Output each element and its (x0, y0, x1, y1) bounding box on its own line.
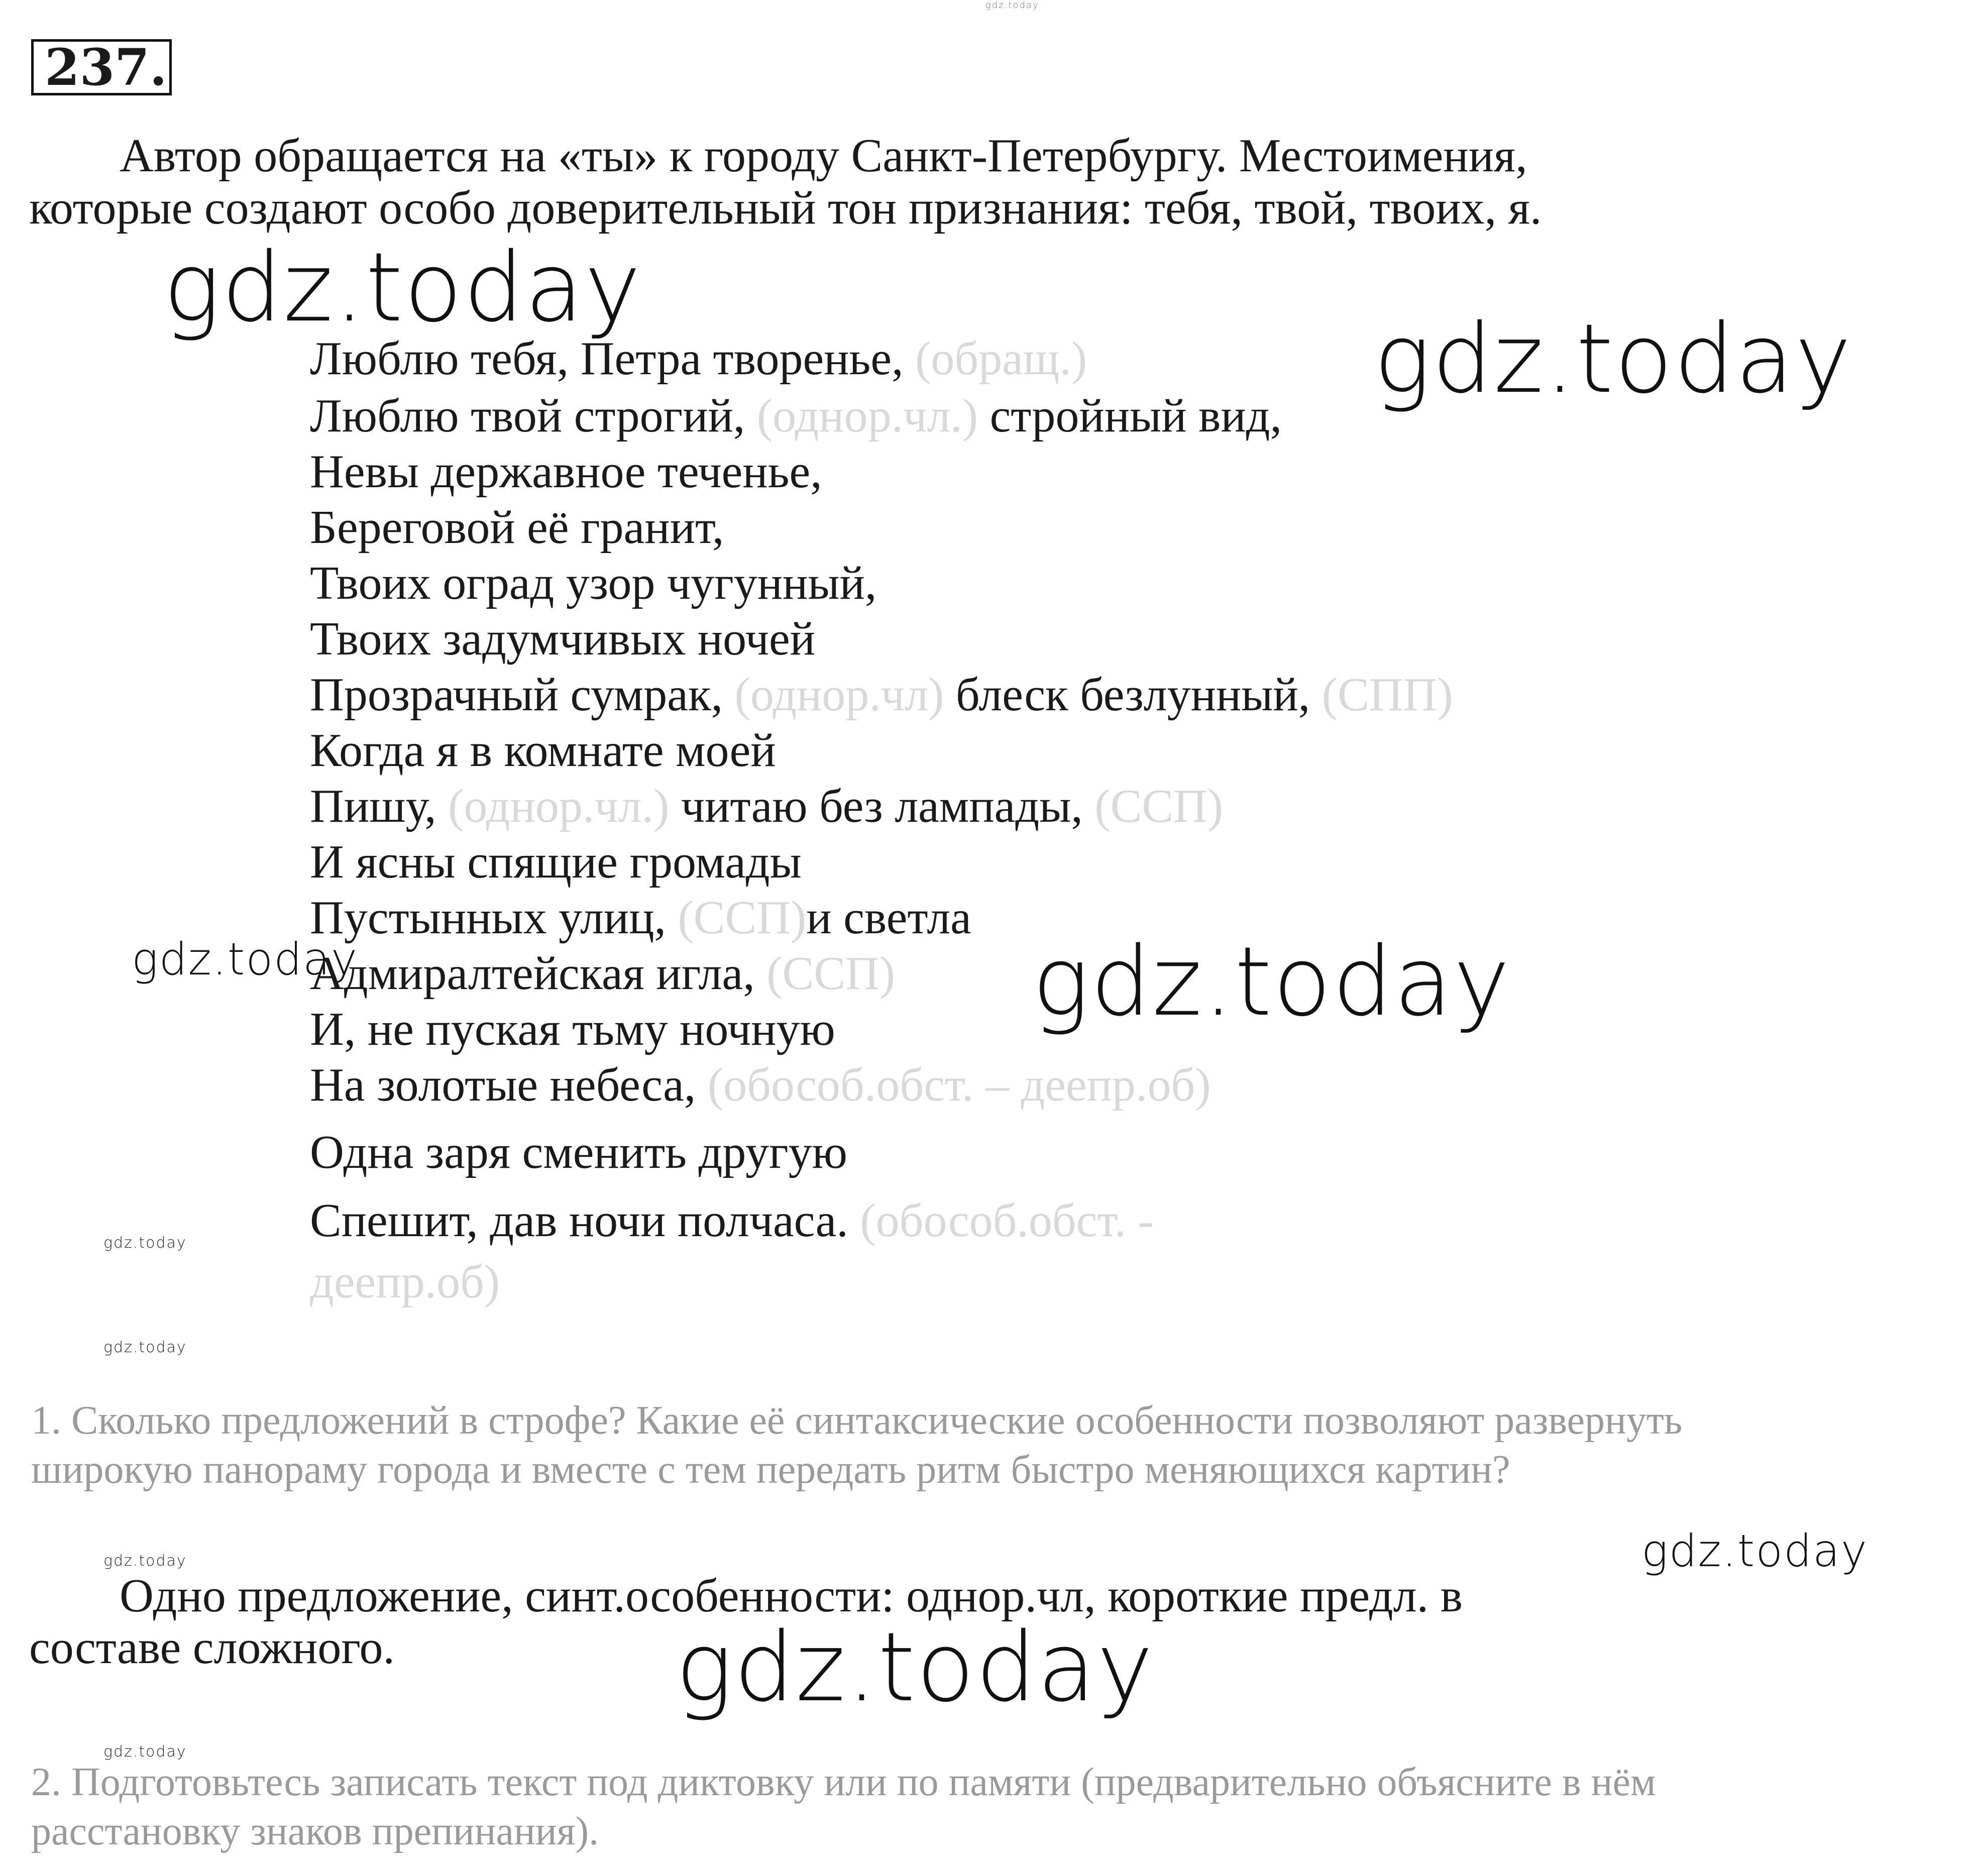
poem-text: Пустынных улиц, (310, 892, 678, 944)
poem-line (310, 1003, 835, 1055)
poem-line (310, 1059, 1211, 1111)
intro-line-1: Автор обращается на «ты» к городу Санкт-Петербургу. Местоимения, (120, 130, 1527, 182)
poem-text: Адмиралтейская игла, (310, 947, 767, 1000)
poem-text: Невы державное теченье, (310, 446, 822, 498)
answer-1-line-1: Одно предложение, синт.особенности: однор.чл, короткие предл. в (120, 1570, 1463, 1622)
poem-text-rest: читаю без лампады, (669, 780, 1095, 832)
question-2-line-2: расстановку знаков препинания). (31, 1809, 599, 1853)
intro-line-2: которые создают особо доверительный тон признания: тебя, твой, твоих, я. (29, 182, 1542, 234)
grammar-note: (однор.чл) (734, 669, 944, 721)
grammar-note: (ССП) (678, 892, 807, 944)
poem-line (310, 390, 1282, 442)
poem-text: Люблю тебя, Петра творенье, (310, 333, 916, 385)
watermark-small-2: gdz.today (103, 1339, 187, 1356)
poem-text: И ясны спящие громады (310, 836, 802, 888)
poem-text: Прозрачный сумрак, (310, 669, 735, 721)
watermark-top-micro: gdz.today (985, 0, 1039, 11)
poem-line (310, 446, 822, 498)
poem-line (310, 557, 876, 609)
watermark-medium-1: gdz.today (132, 933, 359, 985)
grammar-note: (обращ.) (915, 333, 1087, 385)
poem-tail-note: деепр.об) (310, 1256, 500, 1308)
poem-text: На золотые небеса, (310, 1059, 708, 1111)
poem-text: Одна заря сменить другую (310, 1126, 847, 1178)
watermark-large-1: gdz.today (163, 232, 642, 343)
poem-line (310, 613, 815, 665)
poem-text: И, не пуская тьму ночную (310, 1003, 835, 1055)
poem-line (310, 1194, 1154, 1247)
poem-line (310, 947, 895, 1000)
exercise-number: 237 (45, 38, 150, 97)
question-1-line-2: широкую панораму города и вместе с тем передать ритм быстро меняющихся картин? (31, 1448, 1510, 1492)
poem-line (310, 892, 971, 944)
poem-text: Пишу, (310, 780, 449, 832)
question-1-line-1: 1. Сколько предложений в строфе? Какие её синтаксические особенности позволяют развернуть (31, 1398, 1683, 1443)
poem-text: Когда я в комнате моей (310, 724, 776, 777)
poem-line (310, 333, 1087, 385)
poem-text: Твоих задумчивых ночей (310, 613, 816, 665)
grammar-note: (однор.чл.) (756, 390, 978, 442)
poem-line (310, 1126, 847, 1178)
poem-text: Люблю твой строгий, (310, 390, 757, 442)
grammar-note: (ССП) (766, 947, 896, 1000)
watermark-medium-2: gdz.today (1641, 1525, 1868, 1577)
poem-text-rest: и светла (806, 892, 971, 944)
watermark-small-4: gdz.today (103, 1743, 187, 1761)
exercise-number-dot: . (149, 38, 167, 97)
grammar-note: (обособ.обст. - (860, 1194, 1154, 1247)
poem-text: Береговой её гранит, (310, 501, 724, 554)
poem-line (310, 836, 802, 888)
poem-text: Твоих оград узор чугунный, (310, 557, 877, 609)
exercise-number-box (31, 39, 172, 95)
poem-line (310, 724, 776, 777)
watermark-small-1: gdz.today (103, 1234, 187, 1252)
poem-text: Спешит, дав ночи полчаса. (310, 1194, 860, 1247)
grammar-note: (обособ.обст. – деепр.об) (707, 1059, 1211, 1111)
poem-line (310, 669, 1453, 721)
poem-line (310, 780, 1223, 832)
answer-1-line-2: составе сложного. (29, 1621, 395, 1674)
poem-line (310, 501, 724, 554)
watermark-small-3: gdz.today (103, 1552, 187, 1570)
grammar-note: (однор.чл.) (448, 780, 670, 832)
poem-text-rest: блеск безлунный, (944, 669, 1322, 721)
watermark-large-3: gdz.today (1032, 926, 1511, 1037)
grammar-note-2: (ССП) (1094, 780, 1224, 832)
watermark-large-2: gdz.today (1374, 303, 1852, 414)
watermark-large-4: gdz.today (676, 1612, 1154, 1723)
poem-text-rest: стройный вид, (978, 390, 1282, 442)
grammar-note-2: (СПП) (1321, 669, 1453, 721)
question-2-line-1: 2. Подготовьтесь записать текст под диктовку или по памяти (предварительно объясните в нём (31, 1760, 1656, 1804)
